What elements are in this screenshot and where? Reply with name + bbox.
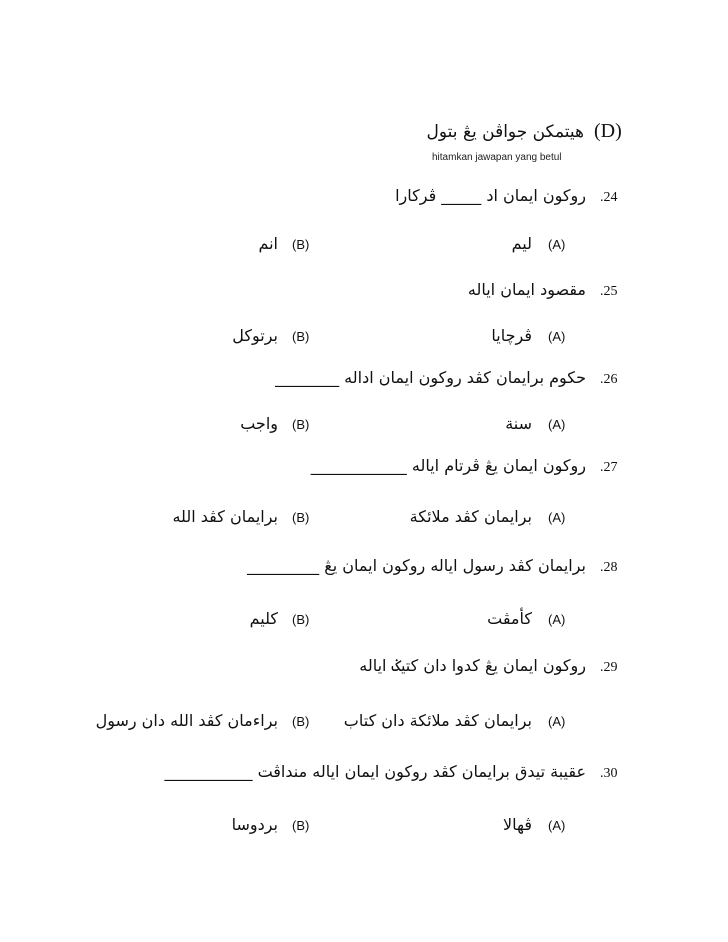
question-number: .28 [600, 560, 618, 575]
question-text: روکون ايمان اد _____ ڤرکارا [395, 186, 586, 205]
option-a-text[interactable]: کأمڤت [487, 609, 532, 628]
question-number: .27 [600, 460, 618, 475]
option-a-text[interactable]: برايمان کڤد ملائکة [409, 507, 532, 526]
option-a-text[interactable]: ڤرچايا [491, 326, 532, 345]
option-a-text[interactable]: ليم [511, 234, 532, 253]
option-b-text[interactable]: بردوسا [231, 815, 278, 834]
option-b-label[interactable]: (B) [292, 510, 310, 525]
option-b-text[interactable]: براءمان کڤد الله دان رسول [95, 711, 278, 730]
option-b-text[interactable]: کليم [249, 609, 278, 628]
option-a-text[interactable]: سنة [505, 414, 532, 433]
option-b-label[interactable]: (B) [292, 714, 310, 729]
option-b-text[interactable]: واجب [240, 414, 278, 433]
option-a-text[interactable]: ڤهالا [502, 815, 532, 834]
question-text: برايمان کڤد رسول اياله روکون ايمان يڠ _________ [247, 556, 586, 575]
option-a-label[interactable]: (A) [548, 329, 566, 344]
section-instruction: hitamkan jawapan yang betul [432, 152, 562, 163]
question-text: حکوم برايمان کڤد روکون ايمان اداله ________ [275, 368, 586, 387]
option-b-text[interactable]: انم [258, 234, 278, 253]
question-text: روکون ايمان يڠ کدوا دان کتيݢ اياله [359, 656, 586, 675]
option-b-label[interactable]: (B) [292, 417, 310, 432]
option-a-label[interactable]: (A) [548, 237, 566, 252]
question-text: مقصود ايمان اياله [467, 280, 586, 299]
question-number: .29 [600, 660, 618, 675]
option-b-text[interactable]: برتوکل [232, 326, 278, 345]
option-a-label[interactable]: (A) [548, 417, 566, 432]
option-b-label[interactable]: (B) [292, 818, 310, 833]
option-a-label[interactable]: (A) [548, 818, 566, 833]
question-number: .26 [600, 372, 618, 387]
option-a-label[interactable]: (A) [548, 714, 566, 729]
option-b-label[interactable]: (B) [292, 237, 310, 252]
question-number: .24 [600, 190, 618, 205]
section-title: هيتمكن جواڤن يڠ بتول [426, 122, 584, 142]
option-a-label[interactable]: (A) [548, 510, 566, 525]
section-letter: (D) [594, 120, 622, 142]
option-b-label[interactable]: (B) [292, 612, 310, 627]
question-text: روکون ايمان يڠ ڤرتام اياله ____________ [310, 456, 586, 475]
option-a-label[interactable]: (A) [548, 612, 566, 627]
question-number: .25 [600, 284, 618, 299]
option-a-text[interactable]: برايمان کڤد ملائکة دان کتاب [343, 711, 532, 730]
question-number: .30 [600, 766, 618, 781]
question-text: عقيبة تيدق برايمان کڤد روکون ايمان اياله منداڤت ___________ [164, 762, 586, 781]
option-b-text[interactable]: برايمان کڤد الله [172, 507, 278, 526]
option-b-label[interactable]: (B) [292, 329, 310, 344]
